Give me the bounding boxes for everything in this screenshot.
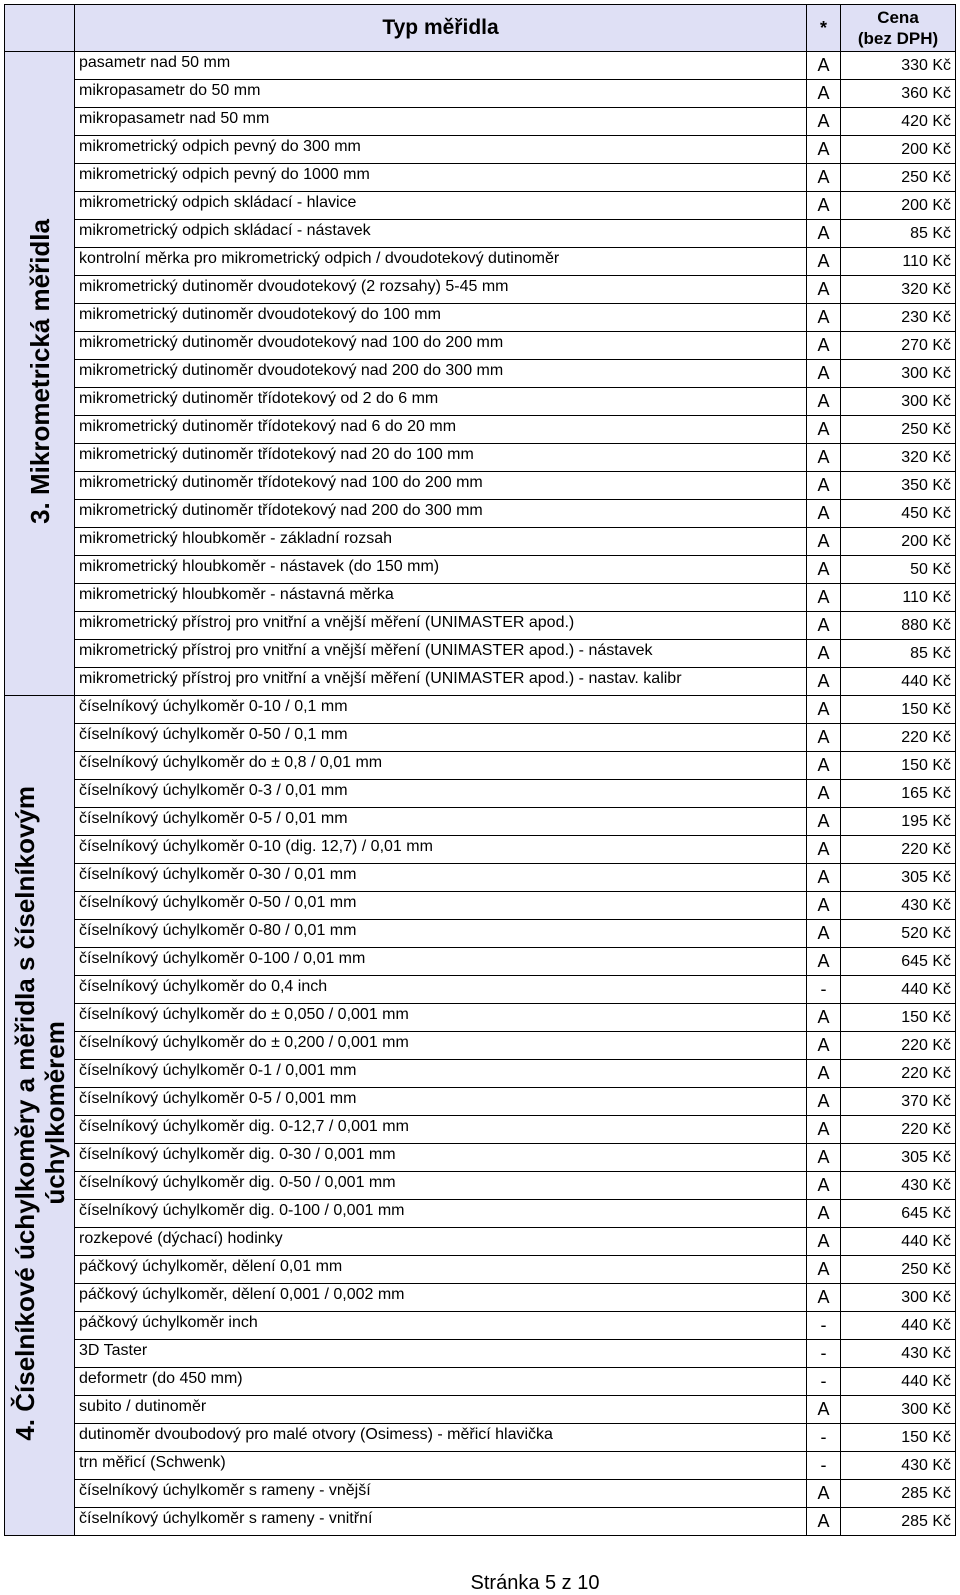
item-name: mikrometrický dutinoměr třídotekový nad 200 do 300 mm <box>75 500 807 528</box>
item-price: 150 Kč <box>841 752 956 780</box>
header-type: Typ měřidla <box>75 5 807 52</box>
item-name: mikropasametr do 50 mm <box>75 80 807 108</box>
table-row <box>5 528 956 556</box>
section-label <box>5 52 75 696</box>
item-name: mikrometrický přístroj pro vnitřní a vnější měření (UNIMASTER apod.) - nastav. kalibr <box>75 668 807 696</box>
item-category: A <box>807 1396 841 1424</box>
item-name: mikrometrický dutinoměr dvoudotekový nad 200 do 300 mm <box>75 360 807 388</box>
item-price: 440 Kč <box>841 1228 956 1256</box>
table-row <box>5 1368 956 1396</box>
item-price: 270 Kč <box>841 332 956 360</box>
table-row <box>5 304 956 332</box>
item-category: A <box>807 1088 841 1116</box>
item-category: A <box>807 304 841 332</box>
item-name: mikrometrický hloubkoměr - základní rozsah <box>75 528 807 556</box>
item-name: kontrolní měrka pro mikrometrický odpich / dvoudotekový dutinoměr <box>75 248 807 276</box>
item-price: 440 Kč <box>841 668 956 696</box>
item-name: páčkový úchylkoměr inch <box>75 1312 807 1340</box>
item-price: 285 Kč <box>841 1508 956 1536</box>
item-name: číselníkový úchylkoměr s rameny - vnitřní <box>75 1508 807 1536</box>
section-title <box>10 786 70 1441</box>
table-row <box>5 1508 956 1536</box>
table-row <box>5 108 956 136</box>
table-row <box>5 556 956 584</box>
item-price: 230 Kč <box>841 304 956 332</box>
table-row <box>5 1200 956 1228</box>
item-category: A <box>807 248 841 276</box>
table-row <box>5 360 956 388</box>
table-row <box>5 52 956 80</box>
item-name: 3D Taster <box>75 1340 807 1368</box>
item-category: A <box>807 1228 841 1256</box>
table-row <box>5 416 956 444</box>
item-price: 440 Kč <box>841 1312 956 1340</box>
item-price: 880 Kč <box>841 612 956 640</box>
item-category: A <box>807 1508 841 1536</box>
item-name: mikrometrický přístroj pro vnitřní a vnější měření (UNIMASTER apod.) <box>75 612 807 640</box>
table-row <box>5 332 956 360</box>
item-category: A <box>807 780 841 808</box>
item-category: A <box>807 1004 841 1032</box>
item-category: A <box>807 752 841 780</box>
item-category: A <box>807 1172 841 1200</box>
item-category: A <box>807 1284 841 1312</box>
item-price: 300 Kč <box>841 1284 956 1312</box>
item-category: A <box>807 1480 841 1508</box>
item-category: A <box>807 360 841 388</box>
item-price: 85 Kč <box>841 220 956 248</box>
item-category: A <box>807 108 841 136</box>
item-category: A <box>807 696 841 724</box>
table-row <box>5 668 956 696</box>
table-row <box>5 752 956 780</box>
item-price: 320 Kč <box>841 276 956 304</box>
item-name: číselníkový úchylkoměr 0-5 / 0,001 mm <box>75 1088 807 1116</box>
header-price-line1: Cena <box>877 8 919 27</box>
table-row <box>5 1340 956 1368</box>
table-row <box>5 472 956 500</box>
item-name: číselníkový úchylkoměr 0-10 / 0,1 mm <box>75 696 807 724</box>
table-row <box>5 220 956 248</box>
item-category: - <box>807 1368 841 1396</box>
item-price: 450 Kč <box>841 500 956 528</box>
item-category: A <box>807 556 841 584</box>
item-price: 150 Kč <box>841 1424 956 1452</box>
item-name: mikrometrický odpich pevný do 300 mm <box>75 136 807 164</box>
table-row <box>5 584 956 612</box>
item-price: 50 Kč <box>841 556 956 584</box>
item-category: A <box>807 52 841 80</box>
table-row <box>5 136 956 164</box>
item-name: rozkepové (dýchací) hodinky <box>75 1228 807 1256</box>
table-row <box>5 248 956 276</box>
table-row <box>5 80 956 108</box>
item-category: A <box>807 920 841 948</box>
item-category: A <box>807 724 841 752</box>
item-category: A <box>807 164 841 192</box>
item-price: 165 Kč <box>841 780 956 808</box>
table-row <box>5 1396 956 1424</box>
item-category: A <box>807 416 841 444</box>
table-row <box>5 948 956 976</box>
item-category: A <box>807 584 841 612</box>
item-category: A <box>807 276 841 304</box>
item-name: mikrometrický dutinoměr třídotekový od 2 do 6 mm <box>75 388 807 416</box>
item-category: A <box>807 332 841 360</box>
item-name: číselníkový úchylkoměr 0-80 / 0,01 mm <box>75 920 807 948</box>
table-row <box>5 1088 956 1116</box>
item-name: páčkový úchylkoměr, dělení 0,001 / 0,002 mm <box>75 1284 807 1312</box>
section-title <box>25 219 55 524</box>
item-name: páčkový úchylkoměr, dělení 0,01 mm <box>75 1256 807 1284</box>
price-table-body <box>5 52 956 1536</box>
table-row <box>5 780 956 808</box>
header-price-line2: (bez DPH) <box>857 29 939 48</box>
item-category: - <box>807 976 841 1004</box>
item-name: číselníkový úchylkoměr 0-30 / 0,01 mm <box>75 864 807 892</box>
item-price: 200 Kč <box>841 136 956 164</box>
item-category: - <box>807 1452 841 1480</box>
item-price: 520 Kč <box>841 920 956 948</box>
table-row <box>5 1452 956 1480</box>
header-corner <box>5 5 75 52</box>
item-price: 360 Kč <box>841 80 956 108</box>
item-name: mikrometrický odpich skládací - hlavice <box>75 192 807 220</box>
item-category: A <box>807 1116 841 1144</box>
item-price: 250 Kč <box>841 164 956 192</box>
item-price: 220 Kč <box>841 1032 956 1060</box>
table-row <box>5 1004 956 1032</box>
item-price: 150 Kč <box>841 696 956 724</box>
item-price: 440 Kč <box>841 976 956 1004</box>
item-category: A <box>807 864 841 892</box>
table-row <box>5 1480 956 1508</box>
table-row <box>5 864 956 892</box>
item-name: deformetr (do 450 mm) <box>75 1368 807 1396</box>
item-price: 350 Kč <box>841 472 956 500</box>
item-category: A <box>807 1256 841 1284</box>
table-row <box>5 976 956 1004</box>
item-price: 300 Kč <box>841 360 956 388</box>
item-price: 305 Kč <box>841 864 956 892</box>
item-price: 200 Kč <box>841 528 956 556</box>
table-row <box>5 1172 956 1200</box>
item-name: pasametr nad 50 mm <box>75 52 807 80</box>
item-name: číselníkový úchylkoměr dig. 0-12,7 / 0,001 mm <box>75 1116 807 1144</box>
item-price: 440 Kč <box>841 1368 956 1396</box>
item-name: mikrometrický dutinoměr třídotekový nad 100 do 200 mm <box>75 472 807 500</box>
section-title-line: 4. Číselníkové úchylkoměry a měřidla s číselníkovým <box>9 785 40 1441</box>
item-price: 330 Kč <box>841 52 956 80</box>
table-row <box>5 444 956 472</box>
table-row <box>5 388 956 416</box>
table-row <box>5 808 956 836</box>
table-row <box>5 276 956 304</box>
item-price: 285 Kč <box>841 1480 956 1508</box>
item-name: číselníkový úchylkoměr dig. 0-100 / 0,001 mm <box>75 1200 807 1228</box>
item-price: 220 Kč <box>841 836 956 864</box>
item-name: mikrometrický dutinoměr třídotekový nad 20 do 100 mm <box>75 444 807 472</box>
item-name: subito / dutinoměr <box>75 1396 807 1424</box>
item-category: A <box>807 1200 841 1228</box>
table-row <box>5 1116 956 1144</box>
item-price: 430 Kč <box>841 1340 956 1368</box>
item-name: číselníkový úchylkoměr do ± 0,050 / 0,001 mm <box>75 1004 807 1032</box>
item-name: mikropasametr nad 50 mm <box>75 108 807 136</box>
item-price: 220 Kč <box>841 1060 956 1088</box>
item-price: 420 Kč <box>841 108 956 136</box>
item-price: 305 Kč <box>841 1144 956 1172</box>
table-row <box>5 1424 956 1452</box>
item-category: A <box>807 640 841 668</box>
item-name: mikrometrický přístroj pro vnitřní a vnější měření (UNIMASTER apod.) - nástavek <box>75 640 807 668</box>
item-name: číselníkový úchylkoměr do 0,4 inch <box>75 976 807 1004</box>
table-row <box>5 920 956 948</box>
item-category: A <box>807 388 841 416</box>
item-category: A <box>807 528 841 556</box>
item-category: A <box>807 192 841 220</box>
item-name: mikrometrický dutinoměr dvoudotekový nad 100 do 200 mm <box>75 332 807 360</box>
item-category: A <box>807 892 841 920</box>
table-row <box>5 192 956 220</box>
item-price: 430 Kč <box>841 1172 956 1200</box>
item-category: - <box>807 1424 841 1452</box>
item-price: 150 Kč <box>841 1004 956 1032</box>
item-name: dutinoměr dvoubodový pro malé otvory (Osimess) - měřicí hlavička <box>75 1424 807 1452</box>
item-name: číselníkový úchylkoměr 0-5 / 0,01 mm <box>75 808 807 836</box>
price-table <box>4 4 956 1536</box>
item-price: 370 Kč <box>841 1088 956 1116</box>
table-row <box>5 724 956 752</box>
item-name: číselníkový úchylkoměr 0-10 (dig. 12,7) / 0,01 mm <box>75 836 807 864</box>
table-row <box>5 892 956 920</box>
page-number: Stránka 5 z 10 <box>470 1572 600 1594</box>
item-category: A <box>807 1144 841 1172</box>
item-price: 220 Kč <box>841 724 956 752</box>
item-name: mikrometrický dutinoměr třídotekový nad 6 do 20 mm <box>75 416 807 444</box>
item-category: A <box>807 472 841 500</box>
item-price: 200 Kč <box>841 192 956 220</box>
item-name: číselníkový úchylkoměr 0-1 / 0,001 mm <box>75 1060 807 1088</box>
item-category: A <box>807 1060 841 1088</box>
item-price: 85 Kč <box>841 640 956 668</box>
header-price <box>841 5 956 52</box>
item-price: 110 Kč <box>841 248 956 276</box>
item-name: mikrometrický hloubkoměr - nástavná měrka <box>75 584 807 612</box>
item-category: A <box>807 220 841 248</box>
item-name: číselníkový úchylkoměr 0-50 / 0,1 mm <box>75 724 807 752</box>
item-name: číselníkový úchylkoměr 0-50 / 0,01 mm <box>75 892 807 920</box>
section-title-line: úchylkoměrem <box>39 1021 70 1205</box>
item-price: 250 Kč <box>841 1256 956 1284</box>
table-row <box>5 164 956 192</box>
table-row <box>5 640 956 668</box>
table-row <box>5 696 956 724</box>
item-price: 645 Kč <box>841 1200 956 1228</box>
item-name: mikrometrický odpich skládací - nástavek <box>75 220 807 248</box>
table-row <box>5 1228 956 1256</box>
table-row <box>5 1144 956 1172</box>
item-category: A <box>807 668 841 696</box>
table-row <box>5 1312 956 1340</box>
item-name: mikrometrický dutinoměr dvoudotekový (2 rozsahy) 5-45 mm <box>75 276 807 304</box>
section-label <box>5 696 75 1536</box>
item-name: mikrometrický dutinoměr dvoudotekový do 100 mm <box>75 304 807 332</box>
item-category: A <box>807 80 841 108</box>
item-name: číselníkový úchylkoměr dig. 0-30 / 0,001 mm <box>75 1144 807 1172</box>
item-name: mikrometrický hloubkoměr - nástavek (do 150 mm) <box>75 556 807 584</box>
page-footer <box>0 1572 960 1595</box>
item-category: A <box>807 500 841 528</box>
item-category: A <box>807 136 841 164</box>
section-title-line: 3. Mikrometrická měřidla <box>24 218 55 524</box>
item-category: A <box>807 948 841 976</box>
item-price: 645 Kč <box>841 948 956 976</box>
table-row <box>5 1284 956 1312</box>
table-row <box>5 612 956 640</box>
item-name: číselníkový úchylkoměr do ± 0,8 / 0,01 mm <box>75 752 807 780</box>
item-price: 110 Kč <box>841 584 956 612</box>
item-price: 320 Kč <box>841 444 956 472</box>
item-name: číselníkový úchylkoměr do ± 0,200 / 0,001 mm <box>75 1032 807 1060</box>
table-row <box>5 1256 956 1284</box>
item-price: 195 Kč <box>841 808 956 836</box>
item-price: 250 Kč <box>841 416 956 444</box>
item-category: - <box>807 1340 841 1368</box>
header-star: * <box>807 5 841 52</box>
item-category: A <box>807 836 841 864</box>
item-name: číselníkový úchylkoměr 0-3 / 0,01 mm <box>75 780 807 808</box>
item-category: A <box>807 808 841 836</box>
item-name: trn měřicí (Schwenk) <box>75 1452 807 1480</box>
item-price: 430 Kč <box>841 1452 956 1480</box>
item-price: 220 Kč <box>841 1116 956 1144</box>
table-row <box>5 500 956 528</box>
item-category: - <box>807 1312 841 1340</box>
table-row <box>5 1060 956 1088</box>
item-name: mikrometrický odpich pevný do 1000 mm <box>75 164 807 192</box>
item-price: 300 Kč <box>841 388 956 416</box>
item-name: číselníkový úchylkoměr 0-100 / 0,01 mm <box>75 948 807 976</box>
table-row <box>5 836 956 864</box>
item-price: 430 Kč <box>841 892 956 920</box>
item-price: 300 Kč <box>841 1396 956 1424</box>
item-category: A <box>807 444 841 472</box>
item-name: číselníkový úchylkoměr s rameny - vnější <box>75 1480 807 1508</box>
table-row <box>5 1032 956 1060</box>
item-category: A <box>807 1032 841 1060</box>
item-category: A <box>807 612 841 640</box>
item-name: číselníkový úchylkoměr dig. 0-50 / 0,001 mm <box>75 1172 807 1200</box>
